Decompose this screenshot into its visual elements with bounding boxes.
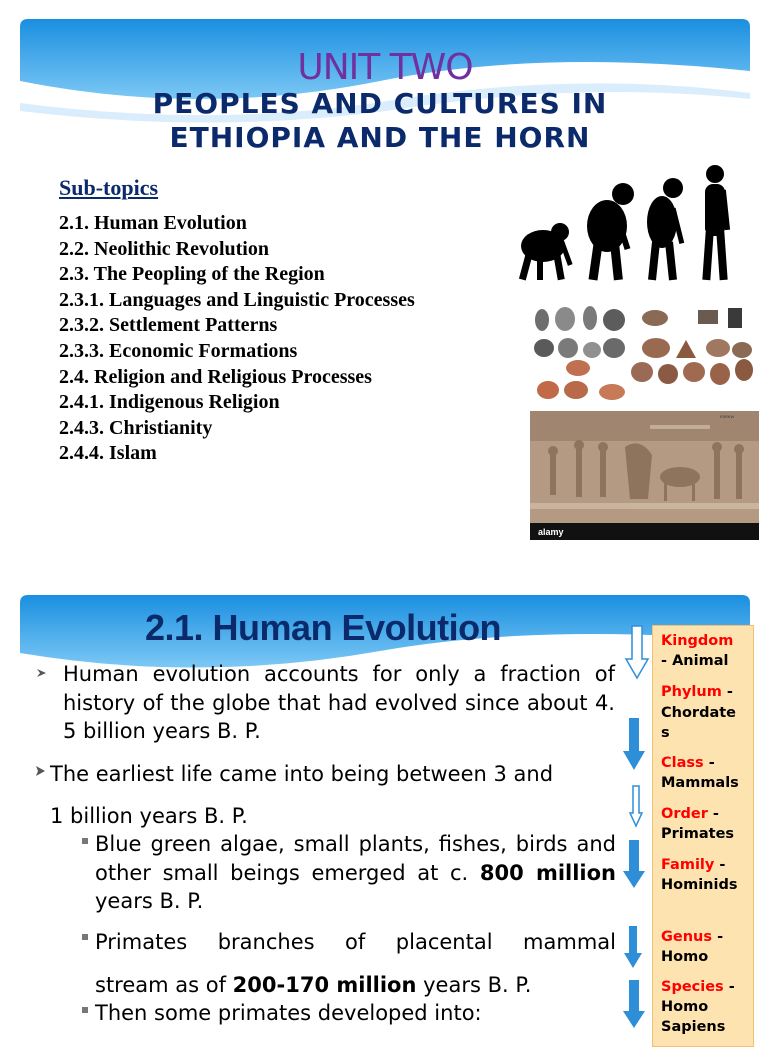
taxonomy-value: Homo xyxy=(661,949,709,965)
list-item: 2.3. The Peopling of the Region xyxy=(59,263,325,286)
bullet-2-line-2: 1 billion years B. P. xyxy=(50,804,248,828)
sub-bullet-2-tail: years B. P. xyxy=(416,973,532,997)
sub-bullet-2-line-2 xyxy=(95,971,531,1000)
list-item: 2.3.1. Languages and Linguistic Processes xyxy=(59,288,415,311)
down-arrow-icon xyxy=(623,925,643,969)
taxonomy-value: Primates xyxy=(661,826,735,842)
sub-bullet-1-text: Blue green algae, small plants, fishes, birds and other small beings emerged at c. xyxy=(95,832,616,885)
arrow-bullet-icon xyxy=(35,765,47,777)
slide-human-evolution xyxy=(20,595,750,1035)
down-arrow-icon xyxy=(622,717,646,771)
sub-bullet-1 xyxy=(95,830,616,916)
taxonomy-box xyxy=(652,625,754,1047)
arrow-bullet-icon xyxy=(36,667,48,679)
taxonomy-phylum: Phylum - Chordate s xyxy=(661,682,747,744)
list-item: 2.4.4. Islam xyxy=(59,442,157,465)
down-arrow-icon xyxy=(622,979,646,1029)
down-arrow-icon xyxy=(625,625,649,679)
slide-title: 2.1. Human Evolution xyxy=(145,607,502,648)
sub-bullet-1-tail: years B. P. xyxy=(95,889,204,913)
sub-bullet-1-bold: 800 million xyxy=(479,860,617,885)
stone-tools-image xyxy=(530,304,755,402)
taxonomy-rank: Species xyxy=(661,979,724,995)
relief-watermark: alamy xyxy=(538,527,564,537)
ancient-relief-image xyxy=(530,407,759,540)
list-item: 2.1. Human Evolution xyxy=(59,212,247,234)
subtopics-list xyxy=(59,211,415,467)
list-item: 2.4. Religion and Religious Processes xyxy=(59,365,372,388)
taxonomy-value: Mammals xyxy=(661,775,739,791)
taxonomy-rank: Family xyxy=(661,857,715,873)
taxonomy-class: Class - Mammals xyxy=(661,755,739,791)
sub-bullet-3: Then some primates developed into: xyxy=(95,1001,482,1025)
slide-title xyxy=(0,87,760,155)
list-item: 2.4.3. Christianity xyxy=(59,416,213,439)
taxonomy-rank: Genus xyxy=(661,929,713,945)
down-arrow-icon xyxy=(629,785,643,827)
square-bullet-icon xyxy=(82,838,88,844)
slide-unit-two xyxy=(20,19,750,569)
taxonomy-value: Hominids xyxy=(661,877,738,893)
taxonomy-genus: Genus - Homo xyxy=(661,929,724,965)
square-bullet-icon xyxy=(82,934,88,940)
taxonomy-rank: Kingdom xyxy=(661,633,734,649)
list-item: 2.3.3. Economic Formations xyxy=(59,339,298,362)
subtopics-heading: Sub-topics xyxy=(59,175,159,200)
down-arrow-icon xyxy=(622,839,646,889)
evolution-silhouette-image xyxy=(515,164,740,284)
unit-label: UNIT TWO xyxy=(297,47,473,88)
taxonomy-value: - Animal xyxy=(661,653,729,669)
title-line-1: PEOPLES AND CULTURES IN xyxy=(152,87,608,120)
taxonomy-species: Species - Homo Sapiens xyxy=(661,979,735,1035)
taxonomy-kingdom xyxy=(661,631,733,671)
list-item: 2.2. Neolithic Revolution xyxy=(59,237,269,260)
bullet-1-text: Human evolution accounts for only a fraction of history of the globe that had evolved since about 4. 5 billion years B. P. xyxy=(63,662,615,743)
bullet-2-line-1: The earliest life came into being between 3 and xyxy=(50,762,554,786)
sub-bullet-2-pre: stream as of xyxy=(95,973,233,997)
taxonomy-rank: Order xyxy=(661,806,708,822)
title-line-2: ETHIOPIA AND THE HORN xyxy=(169,121,591,154)
taxonomy-order: Order - Primates xyxy=(661,806,735,842)
taxonomy-family: Family - Hominids xyxy=(661,857,738,893)
taxonomy-value: Chordate s xyxy=(661,704,737,741)
list-item: 2.3.2. Settlement Patterns xyxy=(59,314,278,337)
taxonomy-rank: Class xyxy=(661,755,704,771)
square-bullet-icon xyxy=(82,1007,88,1013)
taxonomy-value: Homo Sapiens xyxy=(661,999,726,1035)
list-item: 2.4.1. Indigenous Religion xyxy=(59,391,280,414)
sub-bullet-2-bold: 200-170 million xyxy=(232,973,417,997)
sub-bullet-2-line-1: Primates branches of placental mammal xyxy=(95,930,616,954)
taxonomy-rank: Phylum xyxy=(661,684,722,700)
relief-corner-code: E5RKW xyxy=(720,414,735,419)
